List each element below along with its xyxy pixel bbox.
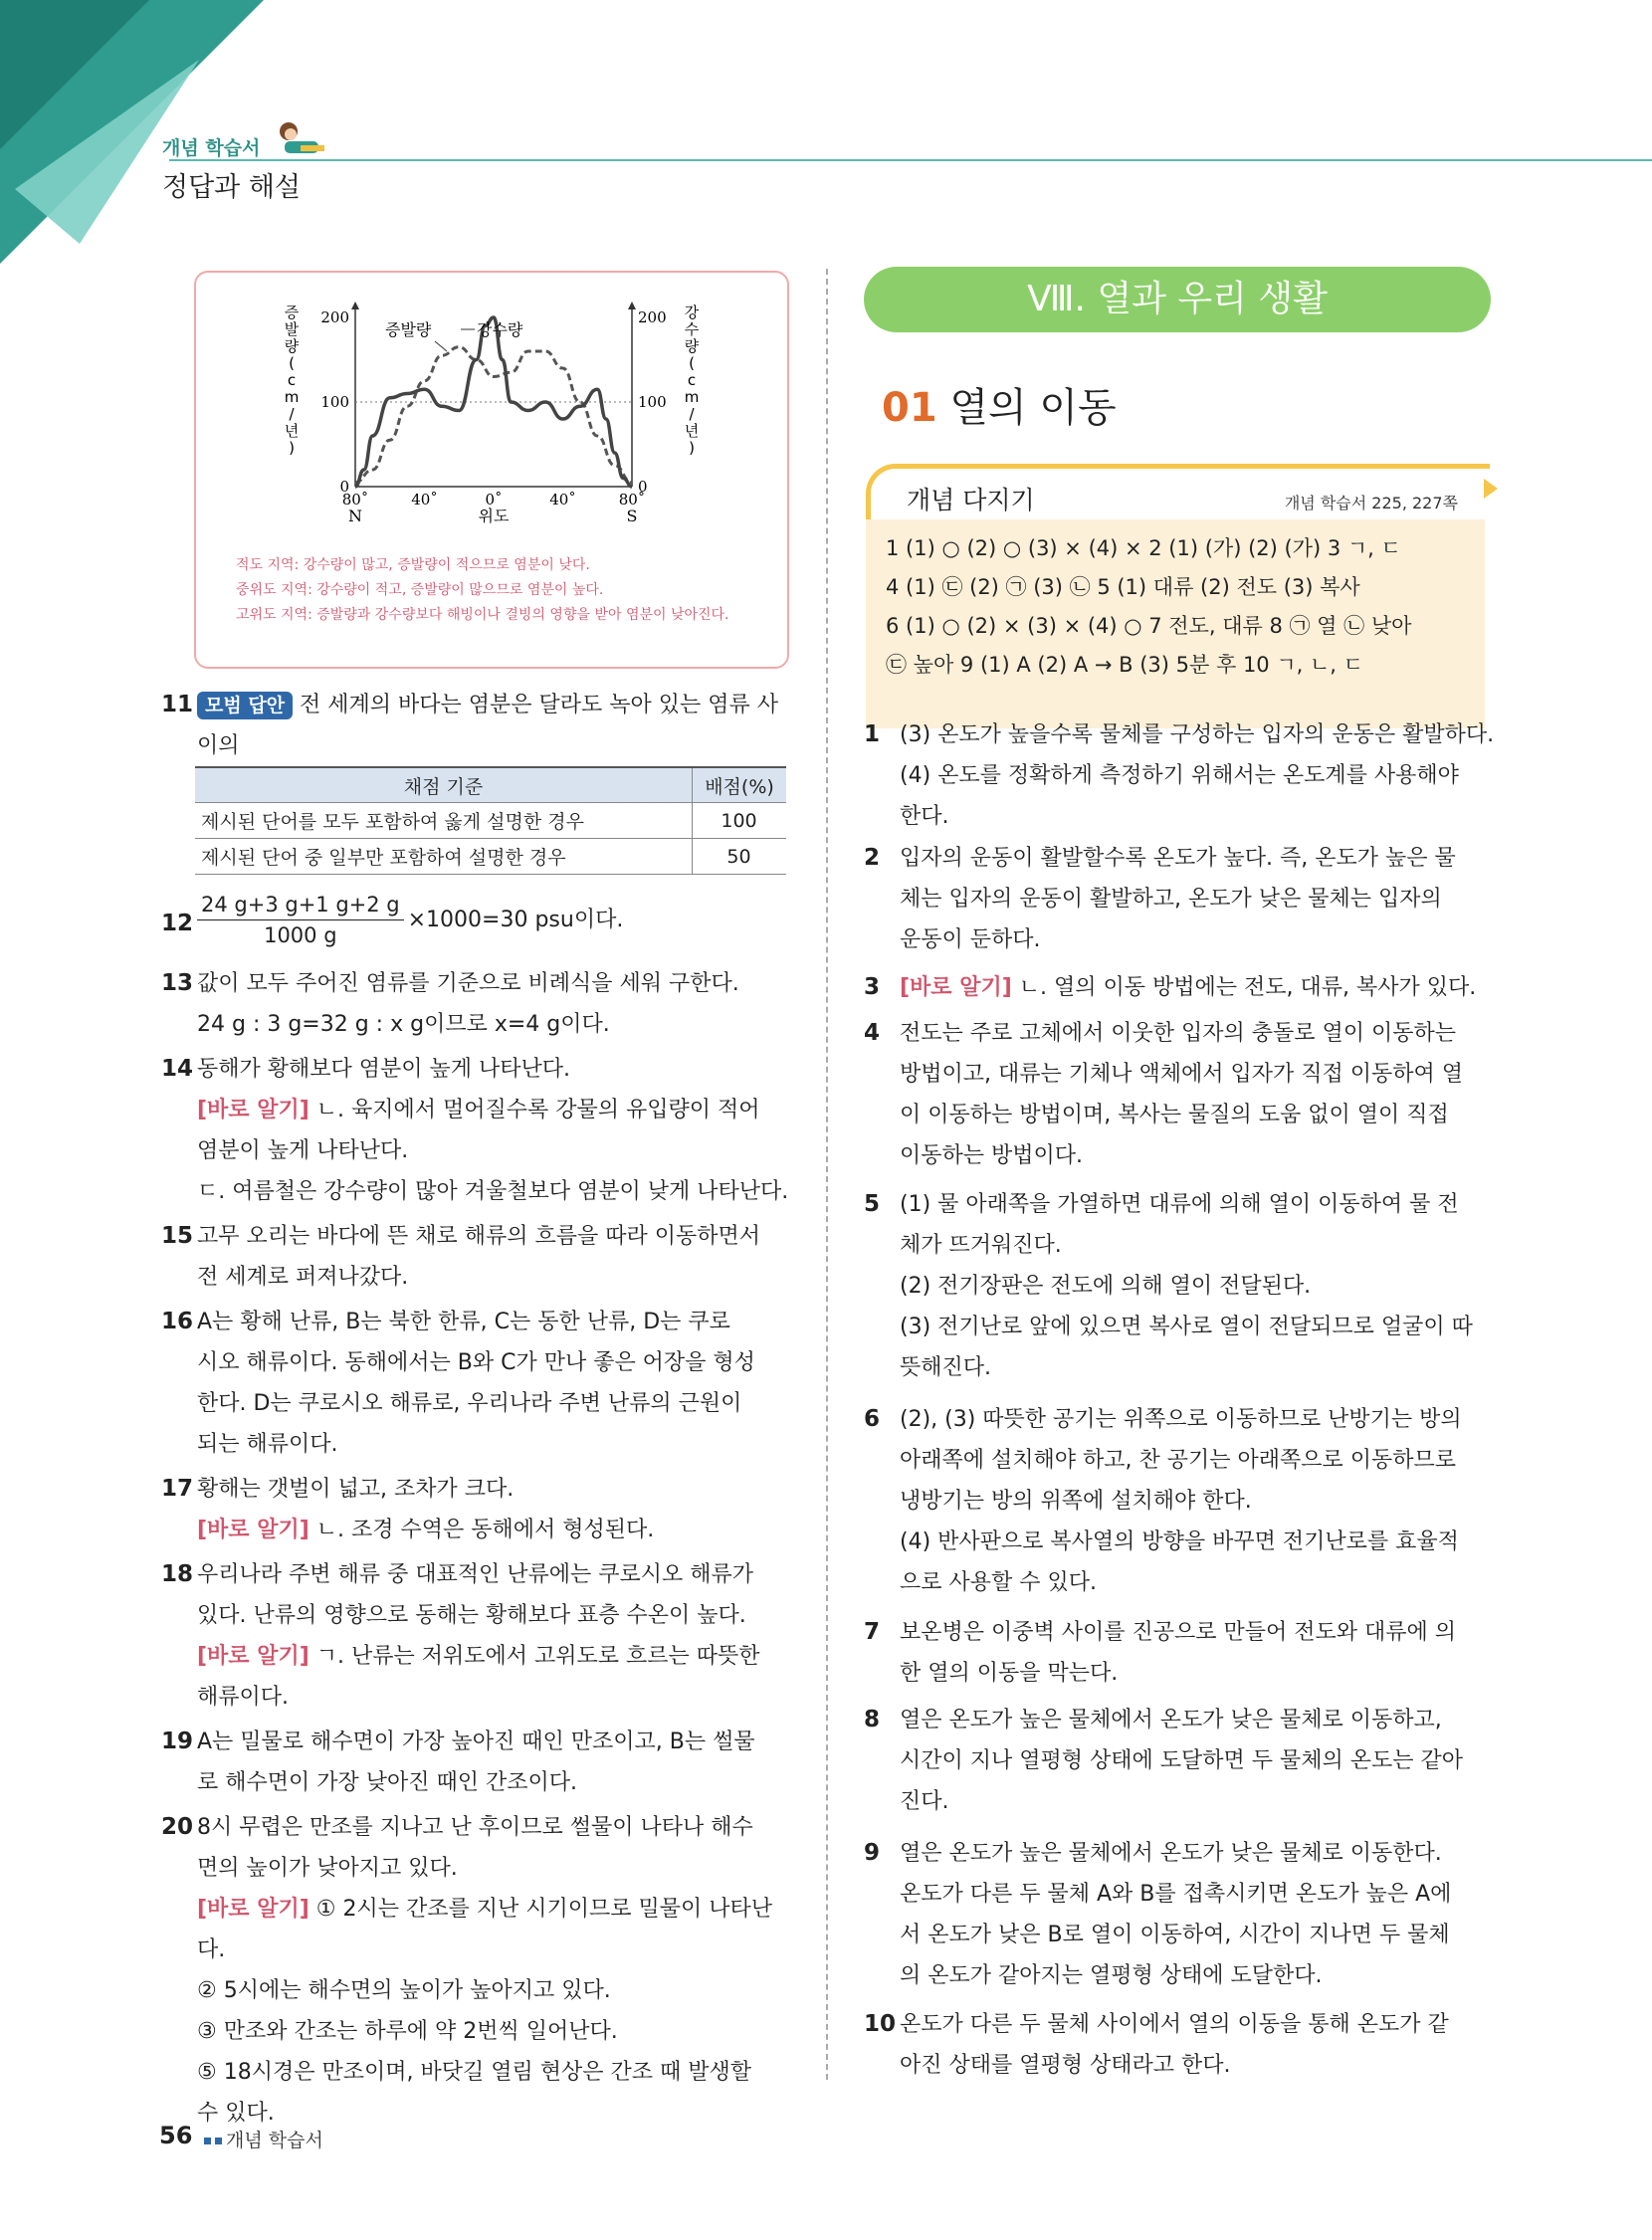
square-icon: [215, 2138, 222, 2144]
answer-text: 온도가 다른 두 물체 A와 B를 접촉시키면 온도가 높은 A에: [900, 1882, 1452, 1907]
answer-text: 전 세계로 퍼져나갔다.: [197, 1265, 409, 1290]
concept-review-box: [866, 464, 1485, 727]
footer-label-text: 개념 학습서: [226, 2130, 323, 2151]
table-row: [195, 839, 786, 875]
answer-text: ① 2시는 간조를 지난 시기이므로 밀물이 나타난다.: [197, 1897, 772, 1962]
answer-text: 진다.: [900, 1789, 949, 1814]
concept-row: 1 (1) ○ (2) ○ (3) × (4) × 2 (1) (가) (2) (가) 3 ㄱ, ㄷ: [886, 536, 1401, 560]
header-rule: [169, 159, 1652, 161]
x-tick-sublabel: 위도: [478, 507, 510, 525]
answer-text: 냉방기는 방의 위쪽에 설치해야 한다.: [900, 1489, 1252, 1514]
answer-19: [161, 1722, 798, 1803]
y-tick-label-left: 100: [320, 393, 349, 411]
svg-text:량: 량: [284, 337, 300, 355]
series-label: 강수량: [477, 320, 523, 339]
answer-text: 이 이동하는 방법이며, 복사는 물질의 도움 없이 열이 직접: [900, 1103, 1449, 1127]
answer-number: 18: [161, 1561, 194, 1587]
caption-line: 고위도 지역: 증발량과 강수량보다 해빙이나 결빙의 영향을 받아 염분이 낮아진다.: [236, 607, 729, 623]
answer-text: 있다. 난류의 영향으로 동해는 황해보다 표층 수온이 높다.: [197, 1603, 746, 1628]
answer-text: (4) 온도를 정확하게 측정하기 위해서는 온도계를 사용해야: [900, 763, 1459, 788]
svg-text:(: (: [289, 354, 295, 372]
caption-line: 적도 지역: 강수량이 많고, 증발량이 적으므로 염분이 낮다.: [236, 557, 590, 573]
answer-text: (2), (3) 따뜻한 공기는 위쪽으로 이동하므로 난방기는 방의: [900, 1407, 1462, 1432]
chart-caption: [236, 553, 729, 628]
answer-number: 7: [864, 1619, 881, 1645]
answer-r2: [864, 838, 1501, 960]
answer-text: 온도가 다른 두 물체 사이에서 열의 이동을 통해 온도가 같: [900, 2012, 1449, 2037]
answer-number: 6: [864, 1406, 881, 1432]
concept-row: ㉢ 높아 9 (1) A (2) A → B (3) 5분 후 10 ㄱ, ㄴ, ㄷ: [886, 653, 1363, 677]
svg-text:m: m: [684, 388, 700, 406]
answer-text: 전 세계의 바다는 염분은 달라도 녹아 있는 염류 사이의: [197, 693, 779, 758]
table-cell: 제시된 단어 중 일부만 포함하여 설명한 경우: [195, 839, 693, 875]
y-tick-label-right: 0: [638, 478, 648, 496]
answer-text: 되는 해류이다.: [197, 1432, 338, 1457]
answer-17: [161, 1469, 798, 1550]
answer-text: 시오 해류이다. 동해에서는 B와 C가 만나 좋은 어장을 형성: [197, 1350, 755, 1375]
correction-tag: [바로 알기]: [197, 1518, 310, 1542]
svg-text:(: (: [689, 354, 695, 372]
left-axis-title: [285, 304, 300, 457]
answer-text: (2) 전기장판은 전도에 의해 열이 전달된다.: [900, 1274, 1312, 1299]
reading-girl-icon: [271, 119, 330, 159]
answer-text: 한다.: [900, 804, 949, 829]
y-tick-label-right: 100: [638, 393, 667, 411]
answer-number: 9: [864, 1840, 881, 1866]
answer-12: [161, 890, 798, 950]
answer-text: ×1000=30 psu이다.: [407, 907, 624, 932]
correction-tag: [바로 알기]: [197, 1098, 310, 1122]
page-number: 56: [159, 2122, 193, 2149]
concept-page-ref: 개념 학습서 225, 227쪽: [1284, 494, 1458, 512]
answer-13: [161, 963, 798, 1045]
answer-text: 운동이 둔하다.: [900, 927, 1041, 952]
table-row: [195, 803, 786, 839]
answer-text: 입자의 운동이 활발할수록 온도가 높다. 즉, 온도가 높은 물: [900, 846, 1456, 871]
answer-text: 고무 오리는 바다에 뜬 채로 해류의 흐름을 따라 이동하면서: [197, 1224, 760, 1249]
answer-number: 3: [864, 974, 881, 1000]
answer-text: 수 있다.: [197, 2101, 275, 2126]
answer-16: [161, 1302, 798, 1465]
answer-text: ㄴ. 조경 수역은 동해에서 형성된다.: [309, 1518, 655, 1542]
answer-text: (4) 반사판으로 복사열의 방향을 바꾸면 전기난로를 효율적: [900, 1529, 1459, 1554]
answer-15: [161, 1216, 798, 1298]
answer-text: 아래쪽에 설치해야 하고, 찬 공기는 아래쪽으로 이동하므로: [900, 1448, 1457, 1473]
answer-number: 12: [161, 911, 194, 936]
svg-text:/: /: [289, 405, 295, 423]
section-name: 열의 이동: [949, 385, 1117, 431]
answer-text: 해류이다.: [197, 1685, 290, 1710]
svg-text:c: c: [287, 371, 297, 389]
right-axis-title: [685, 304, 700, 457]
concept-header: [866, 464, 1490, 524]
answer-r9: [864, 1833, 1501, 1996]
answer-text: ㄴ. 열의 이동 방법에는 전도, 대류, 복사가 있다.: [1011, 975, 1477, 1000]
answer-text: 서 온도가 낮은 B로 열이 이동하여, 시간이 지나면 두 물체: [900, 1923, 1450, 1947]
answer-text: 염분이 높게 나타난다.: [197, 1138, 409, 1163]
svg-text:/: /: [689, 405, 695, 423]
answer-number: 17: [161, 1476, 194, 1502]
footer-label: [204, 2126, 323, 2152]
answer-number: 8: [864, 1707, 881, 1732]
svg-text:년: 년: [284, 422, 300, 440]
table-cell: 100: [693, 803, 787, 839]
header-title: 정답과 해설: [162, 172, 301, 203]
answer-text: 열은 온도가 높은 물체에서 온도가 낮은 물체로 이동하고,: [900, 1708, 1442, 1732]
x-tick-label: 80˚: [618, 491, 646, 509]
answer-text: 체가 뜨거워진다.: [900, 1233, 1062, 1258]
grading-table: [195, 766, 786, 875]
answer-r3: [864, 967, 1501, 1008]
answer-r7: [864, 1612, 1501, 1694]
answer-text: 로 해수면이 가장 낮아진 때인 간조이다.: [197, 1770, 577, 1795]
answer-text: 뜻해진다.: [900, 1355, 992, 1380]
answer-text: 값이 모두 주어진 염류를 기준으로 비례식을 세워 구한다.: [197, 971, 739, 996]
fraction-denominator: 1000 g: [264, 923, 337, 947]
answer-text: 한 열의 이동을 막는다.: [900, 1661, 1119, 1686]
x-tick-sublabel: S: [626, 507, 638, 525]
answer-text: 의 온도가 같아지는 열평형 상태에 도달한다.: [900, 1963, 1323, 1988]
answer-r4: [864, 1013, 1501, 1176]
answer-r1: [864, 714, 1501, 837]
table-cell: 제시된 단어를 모두 포함하여 옳게 설명한 경우: [195, 803, 693, 839]
section-title: [882, 376, 1117, 433]
answer-text: 으로 사용할 수 있다.: [900, 1570, 1097, 1595]
section-number: 01: [882, 385, 937, 431]
answer-text: 전도는 주로 고체에서 이웃한 입자의 충돌로 열이 이동하는: [900, 1021, 1457, 1046]
correction-tag: [바로 알기]: [197, 1644, 310, 1669]
answer-text: ⑤ 18시경은 만조이며, 바닷길 열림 현상은 간조 때 발생할: [197, 2060, 751, 2085]
answer-number: 5: [864, 1191, 881, 1217]
x-tick-label: 0˚: [485, 491, 503, 509]
answer-text: 이동하는 방법이다.: [900, 1143, 1084, 1168]
y-tick-label-left: 0: [339, 478, 349, 496]
answer-text: ㄷ. 여름철은 강수량이 많아 겨울철보다 염분이 낮게 나타난다.: [197, 1179, 789, 1204]
answer-number: 4: [864, 1020, 881, 1046]
axis-arrow-icon: [628, 302, 636, 309]
answer-text: (1) 물 아래쪽을 가열하면 대류에 의해 열이 이동하여 물 전: [900, 1192, 1459, 1217]
answer-text: ㄴ. 육지에서 멀어질수록 강물의 유입량이 적어: [309, 1098, 760, 1122]
answer-20: [161, 1807, 798, 2134]
salinity-chart: [196, 273, 787, 551]
label-leader: [435, 341, 447, 351]
answer-number: 19: [161, 1729, 194, 1754]
answer-text: (3) 전기난로 앞에 있으면 복사로 열이 전달되므로 얼굴이 따: [900, 1315, 1473, 1339]
concept-body: [866, 519, 1485, 728]
arrow-icon: [1484, 479, 1498, 499]
svg-text:c: c: [687, 371, 697, 389]
answer-text: 한다. D는 쿠로시오 해류로, 우리나라 주변 난류의 근원이: [197, 1391, 742, 1416]
answer-text: 체는 입자의 운동이 활발하고, 온도가 낮은 물체는 입자의: [900, 887, 1442, 912]
svg-text:): ): [289, 439, 295, 457]
answer-r10: [864, 2004, 1501, 2086]
answer-text: 보온병은 이중벽 사이를 진공으로 만들어 전도와 대류에 의: [900, 1620, 1457, 1645]
answer-text: 방법이고, 대류는 기체나 액체에서 입자가 직접 이동하여 열: [900, 1062, 1463, 1087]
answer-text: ㄱ. 난류는 저위도에서 고위도로 흐르는 따뜻한: [309, 1644, 760, 1669]
y-tick-label-right: 200: [638, 308, 667, 326]
answer-number: 13: [161, 970, 194, 996]
svg-text:m: m: [284, 388, 300, 406]
svg-text:): ): [689, 439, 695, 457]
svg-text:수: 수: [684, 320, 700, 338]
answer-r6: [864, 1399, 1501, 1603]
svg-text:발: 발: [284, 320, 300, 338]
chapter-banner: Ⅷ. 열과 우리 생활: [864, 267, 1491, 332]
table-header: 채점 기준: [195, 767, 693, 803]
fraction-numerator: 24 g+3 g+1 g+2 g: [197, 890, 404, 920]
answer-text: 8시 무렵은 만조를 지나고 난 후이므로 썰물이 나타나 해수: [197, 1815, 753, 1840]
answer-14: [161, 1049, 798, 1212]
answer-number: 10: [864, 2011, 897, 2037]
x-tick-label: 40˚: [411, 491, 438, 509]
svg-text:년: 년: [684, 422, 700, 440]
answer-text: 동해가 황해보다 염분이 높게 나타난다.: [197, 1057, 570, 1082]
answer-text: ③ 만조와 간조는 하루에 약 2번씩 일어난다.: [197, 2019, 618, 2044]
salinity-chart-box: [194, 271, 789, 669]
answer-r8: [864, 1700, 1501, 1822]
answer-number: 15: [161, 1223, 194, 1249]
x-tick-label: 80˚: [341, 491, 369, 509]
answer-text: A는 황해 난류, B는 북한 한류, C는 동한 난류, D는 쿠로: [197, 1310, 730, 1334]
answer-text: 열은 온도가 높은 물체에서 온도가 낮은 물체로 이동한다.: [900, 1841, 1442, 1866]
answer-text: 24 g : 3 g=32 g : x g이므로 x=4 g이다.: [197, 1012, 610, 1037]
answer-text: A는 밀물로 해수면이 가장 높아진 때인 만조이고, B는 썰물: [197, 1730, 755, 1754]
answer-text: 황해는 갯벌이 넓고, 조차가 크다.: [197, 1477, 515, 1502]
concept-title: 개념 다지기: [907, 486, 1035, 514]
series-label: 증발량: [385, 320, 432, 339]
concept-row: 6 (1) ○ (2) × (3) × (4) ○ 7 전도, 대류 8 ㉠ 열 ㉡ 낮아: [886, 614, 1412, 638]
svg-text:증: 증: [284, 304, 300, 321]
answer-number: 2: [864, 845, 881, 871]
column-divider: [826, 269, 828, 2080]
caption-line: 중위도 지역: 강수량이 적고, 증발량이 많으므로 염분이 높다.: [236, 582, 604, 598]
svg-text:량: 량: [684, 337, 700, 355]
square-icon: [204, 2138, 211, 2144]
answer-number: 1: [864, 721, 881, 747]
answer-text: (3) 온도가 높을수록 물체를 구성하는 입자의 운동은 활발하다.: [900, 722, 1495, 747]
concept-row: 4 (1) ㉢ (2) ㉠ (3) ㉡ 5 (1) 대류 (2) 전도 (3) 복사: [886, 575, 1360, 599]
header-subtitle: 개념 학습서: [162, 137, 261, 159]
y-tick-label-left: 200: [320, 308, 349, 326]
x-tick-sublabel: N: [348, 507, 362, 525]
correction-tag: [바로 알기]: [197, 1897, 310, 1922]
series-line-evaporation: [355, 347, 632, 483]
model-answer-badge: 모범 답안: [197, 692, 293, 719]
answer-text: 시간이 지나 열평형 상태에 도달하면 두 물체의 온도는 같아: [900, 1748, 1463, 1773]
answer-number: 11: [161, 692, 194, 717]
axis-arrow-icon: [351, 302, 359, 309]
answer-text: ② 5시에는 해수면의 높이가 높아지고 있다.: [197, 1978, 611, 2003]
answer-text: 아진 상태를 열평형 상태라고 한다.: [900, 2053, 1231, 2078]
table-cell: 50: [693, 839, 787, 875]
correction-tag: [바로 알기]: [900, 975, 1012, 1000]
x-tick-label: 40˚: [549, 491, 576, 509]
answer-number: 16: [161, 1309, 194, 1334]
table-header: 배점(%): [693, 767, 787, 803]
answer-18: [161, 1554, 798, 1718]
answer-number: 14: [161, 1056, 194, 1082]
answer-text: 우리나라 주변 해류 중 대표적인 난류에는 쿠로시오 해류가: [197, 1562, 754, 1587]
answer-r5: [864, 1184, 1501, 1388]
answer-text: 면의 높이가 낮아지고 있다.: [197, 1856, 458, 1881]
answer-number: 20: [161, 1814, 194, 1840]
svg-text:강: 강: [684, 304, 700, 321]
